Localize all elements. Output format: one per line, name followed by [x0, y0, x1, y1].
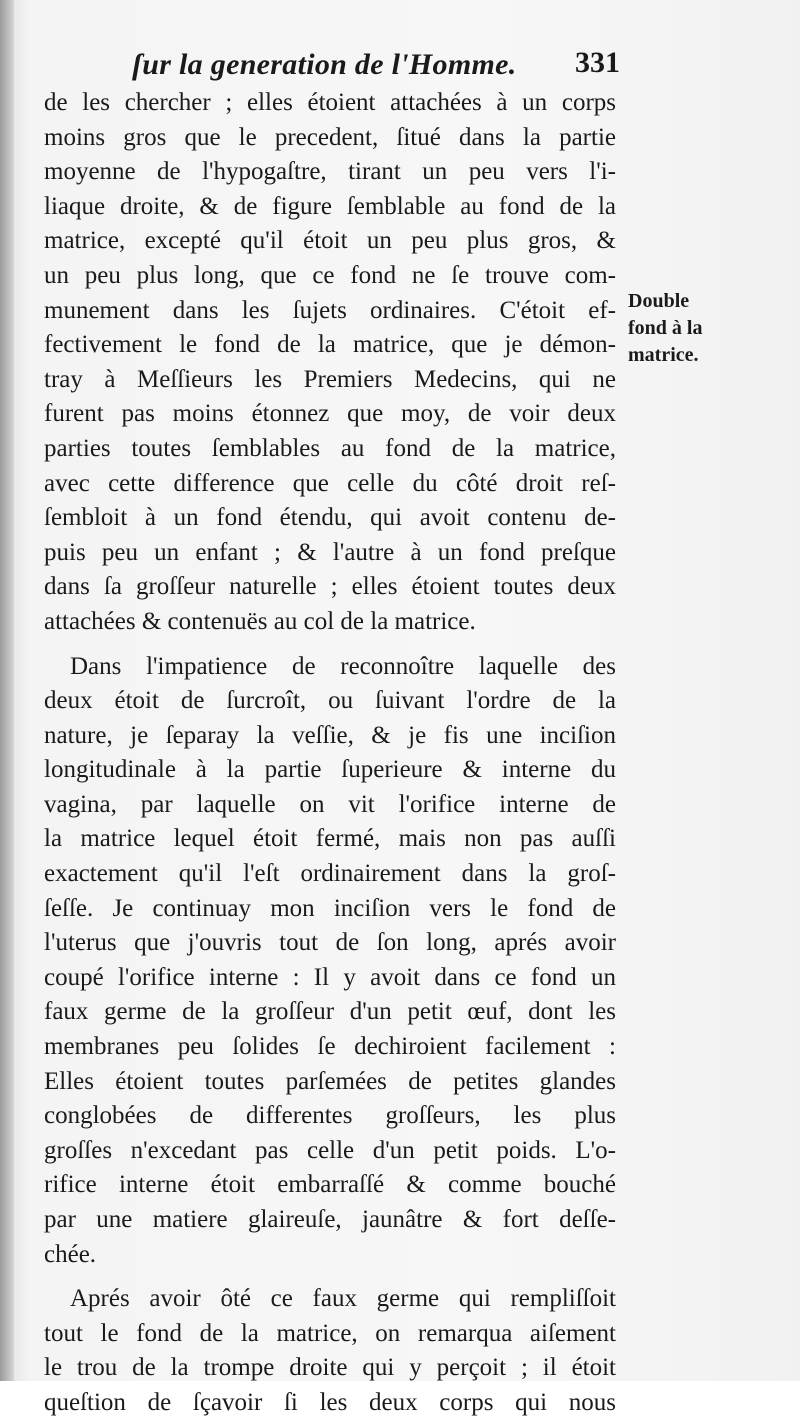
text-line: coupé l'orifice interne : Il y avoit dans ce fond un [44, 963, 616, 991]
text-line: exactement qu'il l'eſt ordinairement dans la groſ- [44, 860, 616, 888]
text-line: chée. [44, 1240, 97, 1268]
paragraph-gap [44, 640, 616, 650]
text-line: attachées & contenuës au col de la matrice. [44, 607, 476, 635]
page-gutter-shadow [0, 0, 14, 1381]
text-line: faux germe de la groſſeur d'un petit œuf, dont les [44, 998, 616, 1026]
text-line: ſembloit à un fond étendu, qui avoit contenu de- [44, 504, 616, 532]
text-line: ſeſſe. Je continuay mon inciſion vers le fond de [44, 894, 616, 922]
text-line: Elles étoient toutes parſemées de petites glandes [44, 1067, 616, 1095]
text-line: la matrice lequel étoit fermé, mais non pas auſſi [44, 825, 616, 853]
text-line: munement dans les ſujets ordinaires. C'étoit ef- [44, 296, 616, 324]
text-line: conglobées de differentes groſſeurs, les plus [44, 1102, 616, 1130]
margin-note-line: matrice. [628, 344, 699, 366]
text-line: puis peu un enfant ; & l'autre à un fond preſque [44, 538, 616, 566]
text-line: liaque droite, & de figure ſemblable au fond de la [44, 192, 616, 220]
text-line: par une matiere glaireuſe, jaunâtre & fort deſſe- [44, 1206, 616, 1233]
text-line: Dans l'impatience de reconnoître laquelle des [70, 652, 616, 680]
paragraph-gap [44, 1272, 616, 1282]
text-line: nature, je ſeparay la veſſie, & je fis une inciſion [44, 721, 616, 749]
page-number: 331 [575, 46, 620, 79]
text-line: furent pas moins étonnez que moy, de voir deux [44, 400, 616, 428]
text-line: queſtion de ſçavoir ſi les deux corps qui nous [44, 1388, 616, 1416]
text-line: longitudinale à la partie ſuperieure & interne du [44, 756, 616, 784]
text-line: moyenne de l'hypogaſtre, tirant un peu vers l'i- [44, 158, 616, 186]
text-line: rifice interne étoit embarraſſé & comme bouché [44, 1171, 616, 1199]
margin-note-line: fond à la [628, 317, 703, 339]
paragraph-3 [44, 1282, 616, 1420]
text-line: tray à Meſſieurs les Premiers Medecins, qui ne [44, 365, 616, 393]
body-text [44, 86, 616, 1421]
text-line: Aprés avoir ôté ce faux germe qui rempliſſoit [70, 1285, 616, 1313]
text-line: avec cette difference que celle du côté droit reſ- [44, 469, 616, 497]
running-title: ſur la generation de l'Homme. [132, 48, 517, 81]
text-line: membranes peu ſolides ſe dechiroient facilement : [44, 1033, 616, 1061]
text-line: parties toutes ſemblables au fond de la matrice, [44, 434, 616, 462]
text-line: dans ſa groſſeur naturelle ; elles étoient toutes deux [44, 573, 616, 601]
text-line: l'uterus que j'ouvris tout de ſon long, aprés avoir [44, 929, 616, 957]
text-line: de les chercher ; elles étoient attachées à un corps [44, 89, 616, 116]
text-line: tout le fond de la matrice, on remarqua aiſement [44, 1319, 616, 1347]
text-line: groſſes n'excedant pas celle d'un petit poids. L'o- [44, 1136, 616, 1164]
paragraph-2 [44, 650, 616, 1273]
text-line: le trou de la trompe droite qui y perçoit ; il étoit [44, 1354, 616, 1382]
text-line: vagina, par laquelle on vit l'orifice interne de [44, 790, 616, 818]
paragraph-1 [44, 86, 616, 640]
text-line: un peu plus long, que ce fond ne ſe trouve com- [44, 261, 616, 289]
margin-note-line: Double [628, 290, 690, 312]
text-line: fectivement le fond de la matrice, que je démon- [44, 331, 616, 359]
text-line: deux étoit de ſurcroît, ou ſuivant l'ordre de la [44, 687, 616, 715]
text-line: matrice, excepté qu'il étoit un peu plus gros, & [44, 227, 616, 255]
page-header [40, 40, 620, 90]
text-line: moins gros que le precedent, ſitué dans la partie [44, 123, 616, 151]
margin-note [628, 288, 728, 369]
